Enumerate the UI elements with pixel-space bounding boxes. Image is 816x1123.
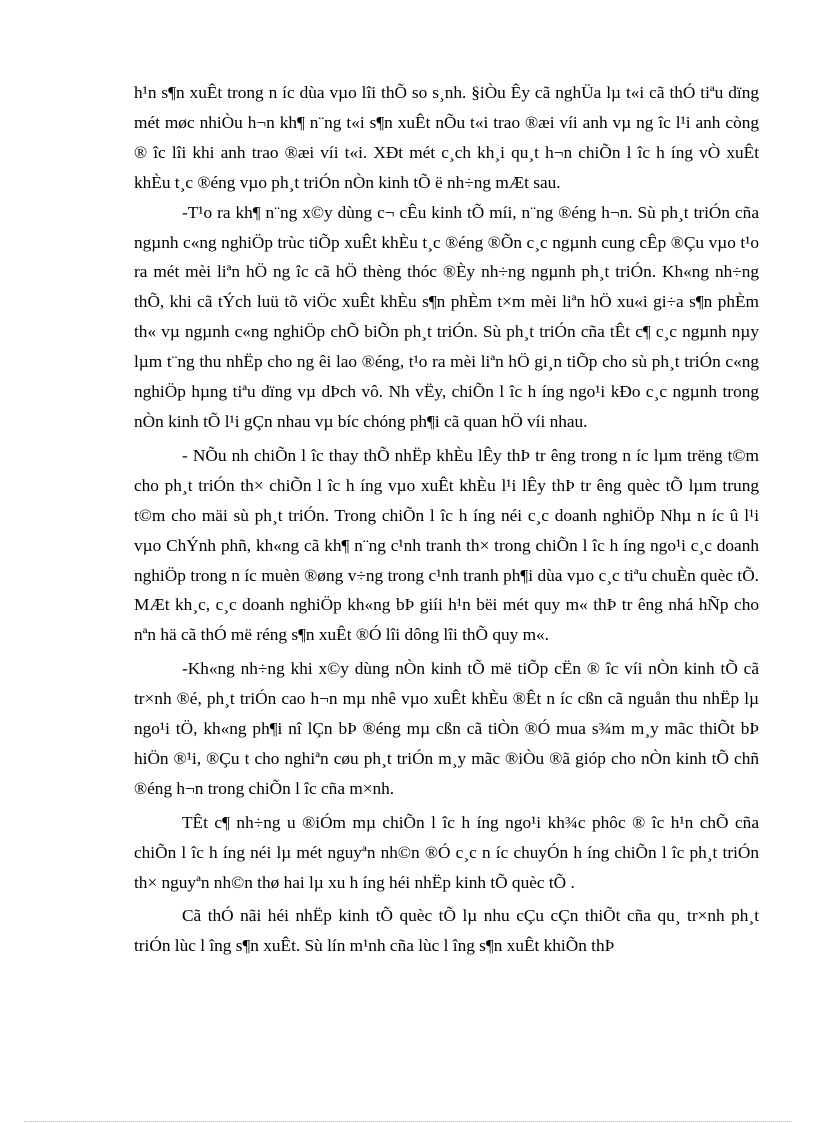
paragraph-4: -Kh«ng nh÷ng khi x©y dùng nÒn kinh tÕ më tiÕp cËn ® îc víi nÒn kinh tÕ cã tr×nh ®é, ph¸t triÓn cao h¬n mµ nhê vµo xuÊt khÈu ®Êt n íc cßn cã nguån thu nhËp lµ ngo¹i tÖ, kh«ng ph¶i nî lÇn bÞ ®éng mµ cßn cã tiÒn ®Ó mua s¾m m¸y mãc thiÕt bÞ hiÖn ®¹i, ®Çu t cho nghiªn cøu ph¸t triÓn m¸y mãc ®iÒu ®ã gióp cho nÒn kinh tÕ chñ ®éng h¬n trong chiÕn l îc cña m×nh. bbox=[134, 659, 759, 798]
paragraph-6: Cã thÓ nãi héi nhËp kinh tÕ quèc tÕ lµ nhu cÇu cÇn thiÕt cña qu¸ tr×nh ph¸t triÓn lùc l îng s¶n xuÊt. Sù lín m¹nh cña lùc l îng s¶n xuÊt khiÕn thÞ bbox=[134, 906, 759, 956]
paragraph-2: -T¹o ra kh¶ n¨ng x©y dùng c¬ cÊu kinh tÕ míi, n¨ng ®éng h¬n. Sù ph¸t triÓn cña ngµnh c«ng nghiÖp trùc tiÕp xuÊt khÈu t¸c ®éng ®Õn c¸c ngµnh cung cÊp ®Çu vµo t¹o ra mét mèi liªn hÖ ng îc cã hÖ thèng thóc ®Èy nh÷ng ngµnh ph¸t triÓn. Kh«ng nh÷ng thÕ, khi cã tÝch luü tõ viÖc xuÊt khÈu s¶n phÈm t×m mèi liªn hÖ xu«i gi÷a s¶n phÈm th« vµ ngµnh c«ng nghiÖp chÕ biÕn ph¸t triÓn. Sù ph¸t triÓn cña tÊt c¶ c¸c ngµnh nµy lµm t¨ng thu nhËp cho ng êi lao ®éng, t¹o ra mèi liªn hÖ gi¸n tiÕp cho sù ph¸t triÓn c«ng nghiÖp hµng tiªu dïng vµ dÞch vô. Nh vËy, chiÕn l îc h íng ngo¹i kÐo c¸c ngµnh trong nÒn kinh tÕ l¹i gÇn nhau vµ bíc chóng ph¶i cã quan hÖ víi nhau. bbox=[134, 202, 759, 431]
paragraph-3: - NÕu nh chiÕn l îc thay thÕ nhËp khÈu lÊy thÞ tr êng trong n íc lµm trëng t©m cho ph¸t triÓn th× chiÕn l îc h íng vµo xuÊt khÈu l¹i lÊy thÞ tr êng quèc tÕ lµm trung t©m cho mäi sù ph¸t triÓn. Trong chiÕn l îc h íng néi c¸c doanh nghiÖp Nhµ n íc û l¹i vµo ChÝnh phñ, kh«ng cã kh¶ n¨ng c¹nh tranh th× trong chiÕn l îc h íng ngo¹i c¸c doanh nghiÖp trong n íc muèn ®øng v÷ng trong c¹nh tranh ph¶i dùa vµo c¸c tiªu chuÈn quèc tÕ. MÆt kh¸c, c¸c doanh nghiÖp kh«ng bÞ giíi h¹n bëi mét quy m« thÞ tr êng nhá hÑp cho nªn hä cã thÓ më réng s¶n xuÊt ®Ó lîi dông lîi thÕ quy m«. bbox=[134, 445, 759, 645]
document-page bbox=[134, 78, 759, 961]
page-bottom-divider bbox=[24, 1121, 792, 1122]
paragraph-5: TÊt c¶ nh÷ng u ®iÓm mµ chiÕn l îc h íng ngo¹i kh¾c phôc ® îc h¹n chÕ cña chiÕn l îc h íng néi lµ mét nguyªn nh©n ®Ó c¸c n íc chuyÓn h íng chiÕn l îc ph¸t triÓn th× nguyªn nh©n thø hai lµ xu h íng héi nhËp kinh tÕ quèc tÕ . bbox=[134, 812, 759, 892]
paragraph-1: h¹n s¶n xuÊt trong n íc dùa vµo lîi thÕ so s¸nh. §iÒu Êy cã nghÜa lµ t«i cã thÓ tiªu dïng mét møc nhiÒu h¬n kh¶ n¨ng t«i s¶n xuÊt nÕu t«i trao ®æi víi anh vµ ng îc l¹i anh còng ® îc lîi khi anh trao ®æi víi t«i. XÐt mét c¸ch kh¸i qu¸t h¬n chiÕn l îc h íng vÒ xuÊt khÈu t¸c ®éng vµo ph¸t triÓn nÒn kinh tÕ ë nh÷ng mÆt sau. bbox=[134, 83, 759, 192]
